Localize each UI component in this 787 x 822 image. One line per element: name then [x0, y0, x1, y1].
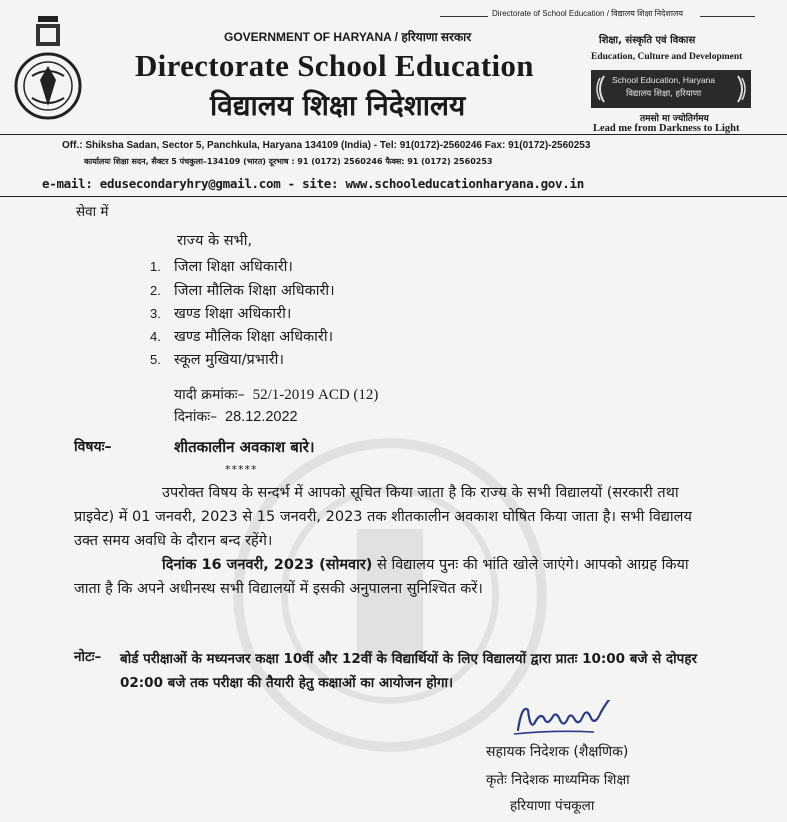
logo-motto-english: Lead me from Darkness to Light — [593, 123, 740, 134]
addressee-text: खण्ड शिक्षा अधिकारी। — [174, 306, 292, 322]
top-rule-right — [700, 16, 755, 17]
paragraph-2-text: से विद्यालय पुनः की भांति खोले जाएंगे। आपको आग्रह किया जाता है कि अपने अधीनस्थ सभी विद्यालयों में इसकी अनुपालना सुनिश्चित करें। — [74, 557, 689, 597]
paragraph-1-text: उपरोक्त विषय के सन्दर्भ में आपको सूचित किया जाता है कि राज्य के सभी विद्यालयों (सरकारी तथा प्राइवेट) में 01 जनवरी, 2023 से 15 जनवरी, 2023 तक शीतकालीन अवकाश घोषित किया जाता है। सभी विद्यालय उक्त समय अवधि के दौरान बन्द रहेंगे। — [74, 485, 692, 549]
reference-value: 52/1-2019 ACD (12) — [252, 387, 379, 403]
addressee-number: 4. — [150, 329, 161, 344]
addressee-number: 2. — [150, 283, 161, 298]
office-address-hindi: कार्यालयः शिक्षा सदन, सैक्टर 5 पंचकुला–134109 (भारत) दूरभाष : 91 (0172) 2560246 फैक्स: 91 (0172) 2560253 — [84, 157, 493, 166]
haryana-emblem-icon — [12, 14, 84, 126]
addressee-item — [150, 326, 333, 346]
note-text: बोर्ड परीक्षाओं के मध्यनजर कक्षा 10वीं और 12वीं के विद्यार्थियों के लिए विद्यालयों द्वारा प्रातः 10:00 बजे से दोपहर 02:00 बजे तक परीक्षा की तैयारी हेतु कक्षाओं का आयोजन होगा। — [120, 651, 698, 691]
date-value: 28.12.2022 — [225, 409, 298, 425]
addressee-number: 5. — [150, 352, 161, 367]
contact-line: e-mail: edusecondaryhry@gmail.com - site: www.schooleducationharyana.gov.in — [42, 176, 584, 191]
date-line — [174, 407, 298, 426]
logo-band-english: School Education, Haryana — [612, 75, 716, 85]
title-english: Directorate School Education — [135, 48, 534, 83]
logo-motto-hindi: तमसो मा ज्योतिर्गमय — [640, 114, 709, 124]
addressee-text: जिला मौलिक शिक्षा अधिकारी। — [174, 283, 335, 299]
top-rule-left — [440, 16, 488, 17]
addressee-item — [150, 349, 284, 369]
logo-bracket-right-icon — [734, 74, 748, 104]
body-paragraph-1 — [74, 481, 714, 553]
signatory-place: हरियाणा पंचकूला — [510, 798, 595, 814]
top-note: Directorate of School Education / विद्यालय शिक्षा निदेशालय — [492, 9, 683, 18]
addressee-item — [150, 280, 335, 300]
addressee-item — [150, 303, 291, 323]
addressee-text: स्कूल मुखिया/प्रभारी। — [174, 352, 284, 368]
reference-line — [174, 385, 378, 404]
addressee-text: जिला शिक्षा अधिकारी। — [174, 259, 293, 275]
reference-label: यादी क्रमांकः– — [174, 387, 245, 403]
addressee-text: खण्ड मौलिक शिक्षा अधिकारी। — [174, 329, 334, 345]
subject-label: विषयः– — [74, 439, 112, 455]
logo-bracket-left-icon — [594, 74, 608, 104]
header-rule-top — [0, 134, 787, 135]
signature-icon — [510, 700, 640, 740]
logo-hindi-line: शिक्षा, संस्कृति एवं विकास — [599, 35, 696, 46]
office-address-english: Off.: Shiksha Sadan, Sector 5, Panchkula, Haryana 134109 (India) - Tel: 91(0172)-2560246 Fax: 91(0172)-2560253 — [62, 140, 591, 151]
signatory-title: सहायक निदेशक (शैक्षणिक) — [486, 744, 629, 760]
header-rule-bottom — [0, 196, 787, 197]
addressee-number: 3. — [150, 306, 161, 321]
note-label: नोटः– — [74, 649, 102, 665]
logo-band-hindi: विद्यालय शिक्षा, हरियाणा — [626, 89, 702, 99]
signatory-for: कृतेः निदेशक माध्यमिक शिक्षा — [486, 772, 630, 788]
date-label: दिनांकः– — [174, 409, 218, 425]
subject-text: शीतकालीन अवकाश बारे। — [174, 438, 315, 456]
logo-english-line: Education, Culture and Development — [591, 52, 743, 62]
addressee-item — [150, 256, 293, 276]
salutation: सेवा में — [76, 204, 109, 220]
government-line: GOVERNMENT OF HARYANA / हरियाणा सरकार — [224, 30, 472, 44]
addressee-number: 1. — [150, 259, 161, 274]
addressee-heading: राज्य के सभी, — [177, 233, 253, 249]
separator-stars: ***** — [225, 463, 258, 476]
title-hindi: विद्यालय शिक्षा निदेशालय — [210, 89, 466, 122]
body-paragraph-2 — [74, 553, 714, 601]
reopen-date: दिनांक 16 जनवरी, 2023 (सोमवार) — [162, 557, 373, 573]
